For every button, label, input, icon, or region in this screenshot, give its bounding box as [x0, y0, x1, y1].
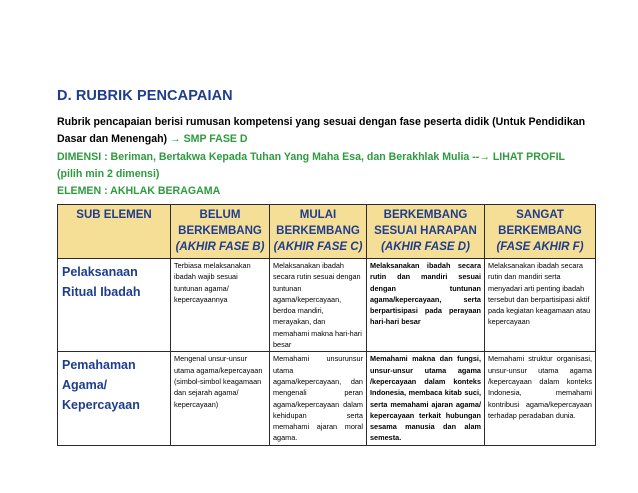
- header-mulai-berkembang: MULAI BERKEMBANG (AKHIR FASE C): [270, 205, 367, 259]
- profil-link[interactable]: LIHAT PROFIL (pilih min 2 dimensi): [57, 151, 565, 180]
- rubric-table: [57, 204, 596, 446]
- desc-cell: Melaksanakan ibadah secara rutin sesuai dengan tuntunan agama/kepercayaan, berdoa mandiri, merayakan, dan memahami makna hari-hari besar: [270, 259, 367, 352]
- desc-cell: Memahami struktur organisasi, unsur-unsur utama agama /kepercayaan dalam konteks Indonesia, memahami kontribusi agama/kepercayaan terhadap peradaban dunia.: [485, 352, 596, 445]
- desc-cell: Memahami unsurunsur utama agama/kepercayaan, dan mengenali peran agama/kepercayaan dalam kehidupan serta memahami ajaran moral agama.: [270, 352, 367, 445]
- table-row: [58, 352, 596, 445]
- desc-cell: Mengenal unsur-unsur utama agama/kepercayaan (simbol-simbol keagamaan dan sejarah agama/ kepercayaan): [171, 352, 270, 445]
- sub-elemen-name: Pelaksanaan Ritual Ibadah: [58, 259, 171, 352]
- phase-link[interactable]: SMP FASE D: [183, 133, 248, 145]
- dimensi-label: DIMENSI : Beriman, Bertakwa Kepada Tuhan Yang Maha Esa, dan Berakhlak Mulia --: [57, 151, 480, 163]
- section-heading: D. RUBRIK PENCAPAIAN: [57, 88, 233, 104]
- desc-cell: Melaksanakan ibadah secara rutin dan mandiri sesuai dengan tuntunan agama/kepercayaan, serta berpartisipasi pada perayaan hari-hari besar: [367, 259, 485, 352]
- sub-elemen-name: Pemahaman Agama/ Kepercayaan: [58, 352, 171, 445]
- arrow-right-icon: →: [170, 133, 181, 145]
- table-row: [58, 259, 596, 352]
- dimensi-paragraph: [57, 149, 587, 183]
- elemen-label: ELEMEN : AKHLAK BERAGAMA: [57, 185, 221, 197]
- header-belum-berkembang: BELUM BERKEMBANG (AKHIR FASE B): [171, 205, 270, 259]
- intro-text: Rubrik pencapaian berisi rumusan kompetensi yang sesuai dengan fase peserta didik (Untuk Pendidikan Dasar dan Menengah): [57, 116, 586, 145]
- intro-paragraph: [57, 114, 587, 148]
- header-sangat-berkembang: SANGAT BERKEMBANG (FASE AKHIR F): [485, 205, 596, 259]
- table-header-row: [58, 205, 596, 259]
- desc-cell: Terbiasa melaksanakan ibadah wajib sesuai tuntunan agama/ kepercayaannya: [171, 259, 270, 352]
- desc-cell: Melaksanakan ibadah secara rutin dan mandiri serta menyadari arti penting ibadah tersebut dan berpartisipasi aktif pada kegiatan keagamaan atau kepercayaan: [485, 259, 596, 352]
- header-sub-elemen: SUB ELEMEN: [58, 205, 171, 259]
- header-berkembang-sesuai-harapan: BERKEMBANG SESUAI HARAPAN (AKHIR FASE D): [367, 205, 485, 259]
- arrow-right-icon: →: [479, 151, 490, 163]
- desc-cell: Memahami makna dan fungsi, unsur-unsur utama agama /kepercayaan dalam konteks Indonesia, membaca kitab suci, serta memahami ajaran agama/ kepercayaan terkait hubungan sesama manusia dan alam semesta.: [367, 352, 485, 445]
